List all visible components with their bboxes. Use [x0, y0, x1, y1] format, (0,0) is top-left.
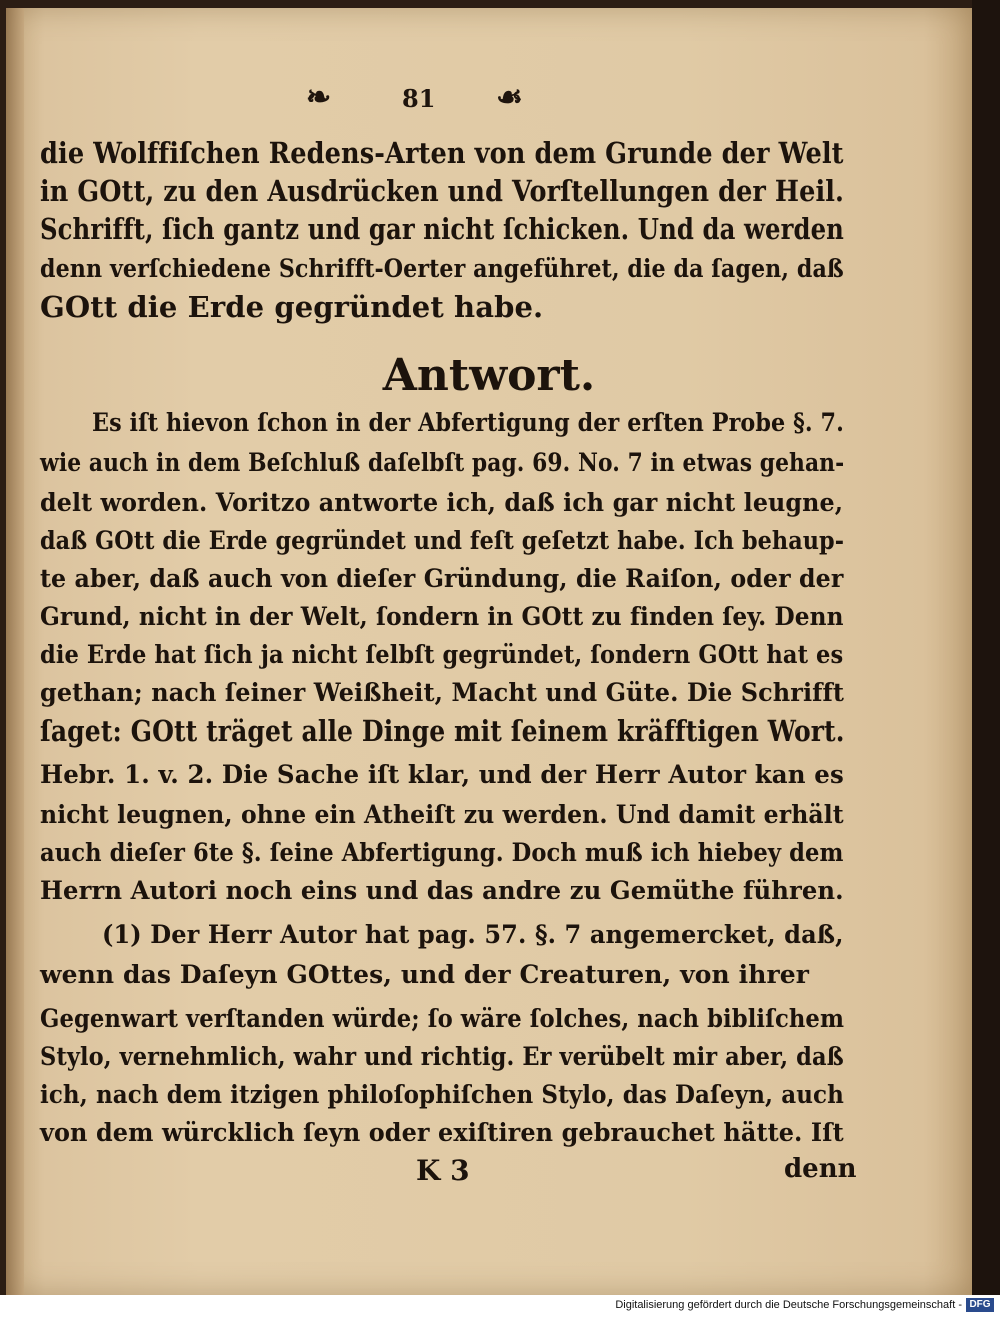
body-line: te aber, daß auch von dieſer Gründung, die Raiſon, oder der [40, 564, 844, 593]
body-line: Stylo, vernehmlich, wahr und richtig. Er verübelt mir aber, daß [40, 1042, 844, 1071]
body-line: gethan; nach ſeiner Weißheit, Macht und Güte. Die Schrifft [40, 678, 845, 707]
body-line: Es iſt hievon ſchon in der Abfertigung der erſten Probe §. 7. [92, 408, 844, 437]
text-line: denn verſchiedene Schrifft-Oerter angeführet, die da ſagen, daß [40, 254, 844, 283]
body-line: die Erde hat ſich ja nicht ſelbſt gegründet, ſondern GOtt hat es [40, 640, 844, 669]
scan-dark-edge [972, 0, 1000, 1295]
text-line: GOtt die Erde gegründet habe. [40, 290, 544, 324]
body-line: wie auch in dem Beſchluß daſelbſt pag. 69. No. 7 in etwas gehan- [40, 448, 845, 477]
footer-credit: Digitalisierung gefördert durch die Deutsche Forschungsgemeinschaft - [615, 1299, 962, 1311]
body-line: wenn das Daſeyn GOttes, und der Creaturen, von ihrer [40, 960, 810, 989]
page-gutter-shadow [6, 8, 24, 1295]
page-number: 81 [402, 84, 436, 113]
body-line: delt worden. Voritzo antworte ich, daß ich gar nicht leugne, [40, 488, 844, 517]
body-line: daß GOtt die Erde gegründet und feſt geſetzt habe. Ich behaup- [40, 526, 845, 555]
body-line: auch dieſer 6te §. ſeine Abfertigung. Doch muß ich hiebey dem [40, 838, 844, 867]
digitization-footer [0, 1295, 1000, 1317]
text-line: die Wolffiſchen Redens-Arten von dem Grunde der Welt [40, 136, 844, 170]
body-line: (1) Der Herr Autor hat pag. 57. §. 7 angemercket, daß, [102, 920, 844, 949]
text-line: in GOtt, zu den Ausdrücken und Vorſtellungen der Heil. [40, 174, 844, 208]
body-line: ich, nach dem itzigen philoſophiſchen Stylo, das Daſeyn, auch [40, 1080, 844, 1109]
body-line: Herrn Autori noch eins und das andre zu Gemüthe führen. [40, 876, 844, 905]
running-header [296, 80, 556, 120]
body-line: Grund, nicht in der Welt, ſondern in GOtt zu finden ſey. Denn [40, 602, 844, 631]
body-line: von dem würcklich ſeyn oder exiſtiren gebrauchet hätte. Iſt [40, 1118, 844, 1147]
text-line: Schrifft, ſich gantz und gar nicht ſchicken. Und da werden [40, 212, 844, 246]
body-line: Hebr. 1. v. 2. Die Sache iſt klar, und der Herr Autor kan es [40, 760, 844, 789]
dfg-logo-icon[interactable]: DFG [966, 1298, 994, 1312]
ornament-right-icon: ☙ [496, 80, 523, 115]
section-heading: Antwort. [382, 350, 596, 401]
body-line: nicht leugnen, ohne ein Atheiſt zu werden. Und damit erhält [40, 800, 844, 829]
body-line: ſaget: GOtt träget alle Dinge mit ſeinem kräfftigen Wort. [40, 714, 845, 748]
ornament-left-icon: ❧ [306, 80, 332, 115]
body-line: Gegenwart verſtanden würde; ſo wäre ſolches, nach bibliſchem [40, 1004, 845, 1033]
catchword: denn [784, 1154, 857, 1184]
paper-page [6, 8, 972, 1295]
signature-mark: K 3 [416, 1154, 470, 1187]
